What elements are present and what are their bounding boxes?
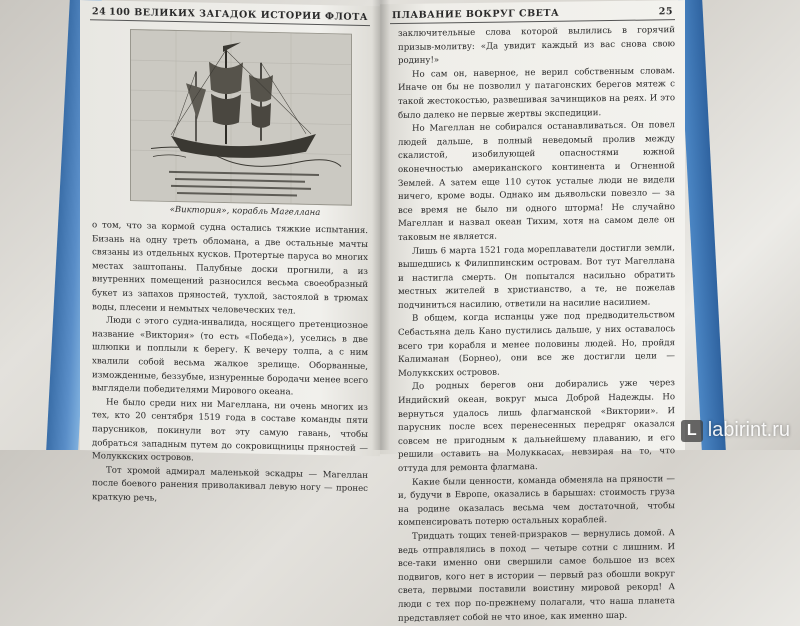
paragraph: Какие были ценности, команда обменяла на пряности — и, будучи в Европе, оказались в барышах: стоимость груза на родине оказалась весьма чем достаточной, чтобы компенсировать потерю остальных кораблей. <box>398 473 675 529</box>
paragraph: Но Магеллан не собирался останавливаться. Он повел людей дальше, в полный неведомый пролив между скалистой, изобилующей опасностями южной оконечностью американского континента и Огненной Землей. А затем еще 110 суток усталые люди не видели ничего, кроме воды. Однако им дьявольски повезло — за все время не было ни одного шторма! Не случайно Магеллан и назвал океан Тихим, хотя на самом деле он таковым не является. <box>398 120 675 243</box>
left-page <box>80 0 380 504</box>
left-page-number: 24 <box>92 6 107 18</box>
ship-engraving-image <box>131 30 351 205</box>
figure-caption: «Виктория», корабль Магеллана <box>169 204 321 219</box>
ship-illustration <box>130 29 352 206</box>
paragraph: Лишь 6 марта 1521 года мореплаватели достигли земли, вышедшись к Филиппинским островам. Вот тут Магеллана и настигла смерть. Он попытался насильно обратить местных жителей в христианство, а те, не пожелав подчиниться насилию, ответили на насилие насилием. <box>398 242 675 311</box>
right-running-head <box>390 6 675 24</box>
paragraph: Тридцать тощих теней-призраков — вернулись домой. А ведь отправлялись в поход — четыре сотни с лишним. И все-таки именно они свершили самое большое из всех подвигов, кого нет в истории — первый раз обошли вокруг света, первыми поставили воистину мировой рекорд! А люди с тех пор по-прежнему полагали, что наша планета представляет собой не что иное, как именно шар. <box>398 528 675 624</box>
paragraph: В общем, когда испанцы уже под предводительством Себастьяна дель Кано пустились дальше, у них оставалось всего три корабля и менее половины людей. Но, пройдя Калиманан (Борнео), они все же достигли цели — Молуккских островов. <box>398 310 675 379</box>
left-running-head <box>90 6 370 26</box>
right-running-title: ПЛАВАНИЕ ВОКРУГ СВЕТА <box>392 7 560 22</box>
left-body-text <box>92 219 368 510</box>
book-spine-shadow <box>372 0 390 450</box>
right-page-number: 25 <box>658 6 673 18</box>
paragraph: Люди с этого судна-инвалида, носящего претенциозное название «Виктория» (то есть «Победа»), уселись в две шлюпки и поплыли к берегу. К вечеру толпа, а с ним хвалили собой весьма жалкое зрелище. Оборванные, изможденные, беззубые, изнуренные бородачи менее всего выглядели победителями Мирового океана. <box>92 315 368 398</box>
paragraph: заключительные слова которой вылились в горячий призыв-молитву: «Да увидит каждый из вас снова свою родину!» <box>398 25 675 67</box>
paragraph: о том, что за кормой судна остались тяжкие испытания. Бизань на одну треть обломана, а две остальные мачты связаны из отдельных кусков. Протертые паруса во многих местах заштопаны. Палубные доски прогнили, а из внутренних помещений разносился весьма своеобразный букет из запахов пряностей, тухлой, застоялой в трюмах воды, плесени и немытых человеческих тел. <box>92 220 368 317</box>
labirint-watermark <box>681 419 790 442</box>
labirint-logo-icon: L <box>681 420 703 442</box>
left-running-title: 100 ВЕЛИКИХ ЗАГАДОК ИСТОРИИ ФЛОТА <box>109 6 368 24</box>
paragraph: Тот хромой адмирал маленькой эскадры — Магеллан после боевого ранения приволакивал левую ногу — пронес краткую речь, <box>92 465 368 504</box>
right-body-text <box>398 24 675 626</box>
right-page <box>380 0 685 624</box>
watermark-text: labirint.ru <box>707 419 790 441</box>
paragraph: Не было среди них ни Магеллана, ни очень многих из тех, кто 20 сентября 1519 года в составе команды пяти парусников, покинули вот эту самую гавань, чтобы добраться западным путем до сокровищницы пряностей — Молуккских островов. <box>92 397 368 464</box>
book-cover-right <box>678 0 726 450</box>
paragraph: До родных берегов они добирались уже через Индийский океан, вокруг мыса Доброй Надежды. Но вернуться удалось лишь флагманской «Виктории». И парусник после всех перенесенных передряг оказался совсем не пригодным к дальнейшему плаванию, и его решили оставить на Молуккасах, невзирая на то, что оттуда для ремонта флагмана. <box>398 378 675 475</box>
paragraph: Но сам он, наверное, не верил собственным словам. Иначе он бы не позволил у патагонских берегов мятеж с такой жестокостью, развешивая зачинщиков на реях. И это было далеко не первые жертвы экспедиции. <box>398 65 675 121</box>
